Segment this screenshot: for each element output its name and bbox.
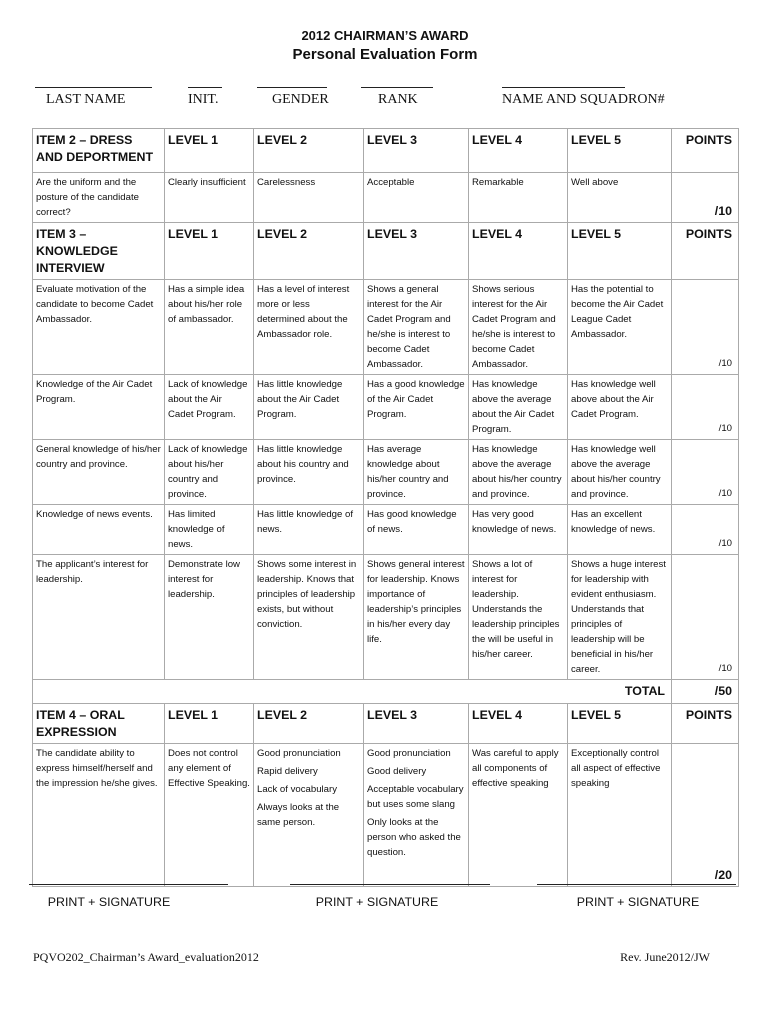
level-5-descriptor: Has the potential to become the Air Cadet League Cadet Ambassador.: [568, 280, 672, 375]
points-header: POINTS: [672, 129, 739, 173]
level-3-header: LEVEL 3: [364, 704, 469, 744]
signature-line-3[interactable]: [537, 884, 736, 885]
form-title: 2012 CHAIRMAN’S AWARD: [301, 28, 469, 43]
descriptor-line: Only looks at the person who asked the question.: [367, 817, 461, 858]
signature-label-3: PRINT + SIGNATURE: [576, 895, 700, 909]
level-2-descriptor: Has little knowledge about his country and province.: [254, 440, 364, 505]
signature-label-1: PRINT + SIGNATURE: [47, 895, 171, 909]
level-3-descriptor: Acceptable: [364, 173, 469, 223]
descriptor-line: Acceptable vocabulary but uses some slang: [367, 784, 464, 810]
name-squadron-line[interactable]: [502, 87, 625, 88]
level-4-descriptor: Has knowledge above the average about his/her country and province.: [469, 440, 568, 505]
score-field[interactable]: /10: [672, 375, 739, 440]
level-4-descriptor: Remarkable: [469, 173, 568, 223]
level-1-header: LEVEL 1: [165, 129, 254, 173]
item3-header-row: [33, 223, 739, 280]
criterion-row: [33, 505, 739, 555]
criterion: The applicant’s interest for leadership.: [33, 555, 165, 680]
level-2-header: LEVEL 2: [254, 704, 364, 744]
level-1-header: LEVEL 1: [165, 704, 254, 744]
level-5-descriptor: Well above: [568, 173, 672, 223]
item2-title: ITEM 2 – DRESS AND DEPORTMENT: [33, 129, 165, 173]
criterion: General knowledge of his/her country and province.: [33, 440, 165, 505]
score-field[interactable]: /10: [672, 555, 739, 680]
level-5-descriptor: Has knowledge well above about the Air Cadet Program.: [568, 375, 672, 440]
level-4-header: LEVEL 4: [469, 223, 568, 280]
level-5-descriptor: Has knowledge well above the average about his/her country and province.: [568, 440, 672, 505]
total-label: TOTAL: [33, 680, 672, 704]
last-name-line[interactable]: [35, 87, 152, 88]
score-field[interactable]: /10: [672, 280, 739, 375]
rank-label: RANK: [378, 92, 418, 107]
points-header: POINTS: [672, 223, 739, 280]
init-line[interactable]: [188, 87, 222, 88]
document-id: PQVO202_Chairman’s Award_evaluation2012: [33, 950, 259, 964]
descriptor-line: Good pronunciation: [257, 748, 341, 759]
level-2-descriptor: Has a level of interest more or less determined about the Ambassador role.: [254, 280, 364, 375]
criterion-row: [33, 375, 739, 440]
level-1-descriptor: Lack of knowledge about the Air Cadet Program.: [165, 375, 254, 440]
level-2-descriptor: Shows some interest in leadership. Knows that principles of leadership exists, but without conviction.: [254, 555, 364, 680]
item4-title: ITEM 4 – ORAL EXPRESSION: [33, 704, 165, 744]
criterion-row: [33, 744, 739, 887]
signature-line-1[interactable]: [29, 884, 228, 885]
level-3-descriptor: Shows general interest for leadership. Knows importance of leadership’s principles in his/her every day life.: [364, 555, 469, 680]
level-3-header: LEVEL 3: [364, 223, 469, 280]
descriptor-line: Good pronunciation: [367, 748, 451, 759]
level-4-descriptor: Shows serious interest for the Air Cadet Program and he/she is interest to become Cadet Ambassador.: [469, 280, 568, 375]
level-5-descriptor: Shows a huge interest for leadership with evident enthusiasm. Understands that principles of leadership will be beneficial in his/her career.: [568, 555, 672, 680]
item4-header-row: [33, 704, 739, 744]
level-5-descriptor: Exceptionally control all aspect of effective speaking: [568, 744, 672, 887]
criterion: The candidate ability to express himself/herself and the impression he/she gives.: [33, 744, 165, 887]
signature-label-2: PRINT + SIGNATURE: [315, 895, 439, 909]
level-2-descriptor: Has little knowledge about the Air Cadet Program.: [254, 375, 364, 440]
evaluation-grid: [32, 128, 738, 887]
level-1-descriptor: Demonstrate low interest for leadership.: [165, 555, 254, 680]
criterion: Are the uniform and the posture of the candidate correct?: [33, 173, 165, 223]
gender-label: GENDER: [272, 92, 329, 107]
level-2-descriptor: [254, 744, 364, 887]
name-squadron-label: NAME AND SQUADRON#: [502, 92, 665, 107]
descriptor-line: Lack of vocabulary: [257, 784, 337, 795]
level-5-header: LEVEL 5: [568, 704, 672, 744]
level-3-descriptor: Has average knowledge about his/her country and province.: [364, 440, 469, 505]
form-subtitle: Personal Evaluation Form: [292, 46, 478, 63]
level-4-descriptor: Was careful to apply all components of effective speaking: [469, 744, 568, 887]
descriptor-line: Always looks at the same person.: [257, 802, 340, 828]
level-2-header: LEVEL 2: [254, 129, 364, 173]
criterion: Knowledge of the Air Cadet Program.: [33, 375, 165, 440]
revision-note: Rev. June2012/JW: [620, 950, 710, 964]
signature-line-2[interactable]: [290, 884, 490, 885]
score-field[interactable]: /20: [672, 744, 739, 887]
criterion-row: [33, 173, 739, 223]
level-3-descriptor: Shows a general interest for the Air Cadet Program and he/she is interest to become Cadet Ambassador.: [364, 280, 469, 375]
item3-title: ITEM 3 – KNOWLEDGE INTERVIEW: [33, 223, 165, 280]
level-2-header: LEVEL 2: [254, 223, 364, 280]
criterion-row: [33, 440, 739, 505]
level-4-descriptor: Shows a lot of interest for leadership. Understands the leadership principles the will be useful in his/her career.: [469, 555, 568, 680]
last-name-label: LAST NAME: [46, 92, 126, 107]
level-4-header: LEVEL 4: [469, 704, 568, 744]
level-5-header: LEVEL 5: [568, 129, 672, 173]
level-3-header: LEVEL 3: [364, 129, 469, 173]
criterion: Evaluate motivation of the candidate to become Cadet Ambassador.: [33, 280, 165, 375]
level-2-descriptor: Carelessness: [254, 173, 364, 223]
score-field[interactable]: /10: [672, 440, 739, 505]
criterion: Knowledge of news events.: [33, 505, 165, 555]
gender-line[interactable]: [257, 87, 327, 88]
level-1-descriptor: Clearly insufficient: [165, 173, 254, 223]
level-5-descriptor: Has an excellent knowledge of news.: [568, 505, 672, 555]
score-field[interactable]: /10: [672, 173, 739, 223]
level-1-descriptor: Has limited knowledge of news.: [165, 505, 254, 555]
descriptor-line: Rapid delivery: [257, 766, 318, 777]
total-score-field[interactable]: /50: [672, 680, 739, 704]
descriptor-line: Good delivery: [367, 766, 427, 777]
level-1-header: LEVEL 1: [165, 223, 254, 280]
level-1-descriptor: Does not control any element of Effective Speaking.: [165, 744, 254, 887]
level-4-descriptor: Has knowledge above the average about the Air Cadet Program.: [469, 375, 568, 440]
criterion-row: [33, 555, 739, 680]
level-4-descriptor: Has very good knowledge of news.: [469, 505, 568, 555]
level-3-descriptor: Has a good knowledge of the Air Cadet Program.: [364, 375, 469, 440]
total-row: [33, 680, 739, 704]
level-3-descriptor: [364, 744, 469, 887]
level-1-descriptor: Lack of knowledge about his/her country and province.: [165, 440, 254, 505]
criterion-row: [33, 280, 739, 375]
score-field[interactable]: /10: [672, 505, 739, 555]
rank-line[interactable]: [361, 87, 433, 88]
level-1-descriptor: Has a simple idea about his/her role of ambassador.: [165, 280, 254, 375]
level-3-descriptor: Has good knowledge of news.: [364, 505, 469, 555]
item2-header-row: [33, 129, 739, 173]
points-header: POINTS: [672, 704, 739, 744]
init-label: INIT.: [188, 92, 219, 107]
level-4-header: LEVEL 4: [469, 129, 568, 173]
level-2-descriptor: Has little knowledge of news.: [254, 505, 364, 555]
level-5-header: LEVEL 5: [568, 223, 672, 280]
